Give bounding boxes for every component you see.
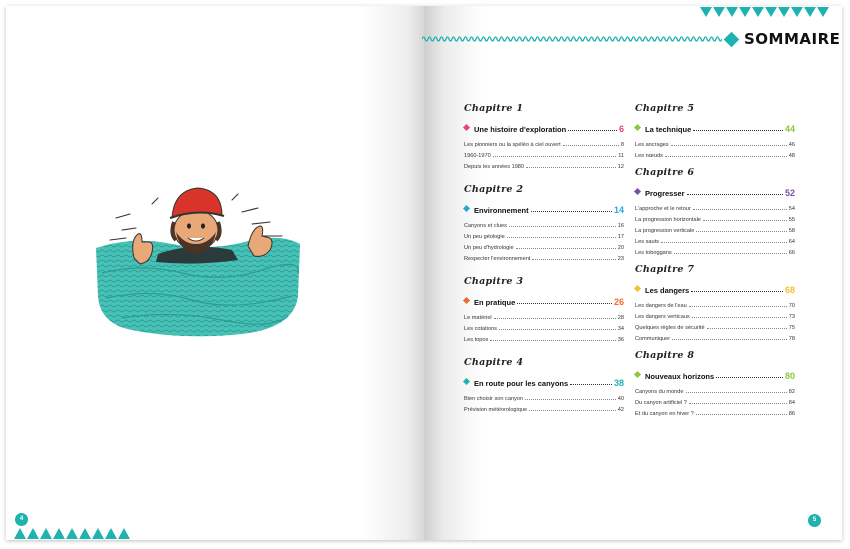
triangle-decoration xyxy=(817,7,829,17)
dot-leader xyxy=(707,328,787,329)
toc-entry-page: 64 xyxy=(788,239,795,245)
diamond-icon xyxy=(634,124,641,131)
top-triangle-border xyxy=(700,7,830,17)
toc-entry[interactable] xyxy=(464,240,624,251)
chapter-title-row[interactable] xyxy=(464,120,624,134)
toc-entry-label: Les ancrages xyxy=(635,142,669,148)
chapter-label: Chapitre 2 xyxy=(464,184,524,195)
chapter-block xyxy=(635,167,795,256)
toc-entry-page: 12 xyxy=(617,164,624,170)
toc-entry-page: 55 xyxy=(788,217,795,223)
triangle-decoration xyxy=(40,528,52,539)
toc-entry-page: 75 xyxy=(788,325,795,331)
dot-leader xyxy=(499,329,616,330)
toc-entry-page: 34 xyxy=(617,326,624,332)
toc-entry-label: 1960-1970 xyxy=(464,153,491,159)
toc-entry[interactable] xyxy=(464,229,624,240)
page-number-right: 5 xyxy=(808,514,821,527)
dot-leader xyxy=(672,339,787,340)
chapter-title: Les dangers xyxy=(645,286,690,295)
dot-leader xyxy=(570,384,612,385)
toc-entry[interactable] xyxy=(464,251,624,262)
dot-leader xyxy=(691,291,783,292)
dot-leader xyxy=(568,130,617,131)
triangle-decoration xyxy=(118,528,130,539)
page-number-left: 4 xyxy=(15,513,28,526)
triangle-decoration xyxy=(66,528,78,539)
chapter-title-row[interactable] xyxy=(635,184,795,198)
triangle-decoration xyxy=(53,528,65,539)
chapter-page-number: 38 xyxy=(613,378,624,388)
chapter-page-number: 80 xyxy=(784,371,795,381)
page-title: SOMMAIRE xyxy=(744,30,841,48)
chapter-label: Chapitre 1 xyxy=(464,103,524,114)
diamond-icon xyxy=(724,31,740,47)
dot-leader xyxy=(531,211,612,212)
chapter-page-number: 6 xyxy=(618,124,624,134)
dot-leader xyxy=(525,399,616,400)
chapter-block xyxy=(464,357,624,413)
chapter-title: Une histoire d'exploration xyxy=(474,125,567,134)
dot-leader xyxy=(529,410,616,411)
toc-entry[interactable] xyxy=(635,384,795,395)
toc-entry-page: 73 xyxy=(788,314,795,320)
chapter-title: La technique xyxy=(645,125,692,134)
triangle-decoration xyxy=(765,7,777,17)
chapter-title-row[interactable] xyxy=(464,201,624,215)
chapter-block xyxy=(464,103,624,170)
toc-entry-page: 82 xyxy=(788,389,795,395)
toc-entry-label: La progression horizontale xyxy=(635,217,701,223)
toc-entry-page: 86 xyxy=(788,411,795,417)
dot-leader xyxy=(674,253,787,254)
toc-entry[interactable] xyxy=(464,148,624,159)
triangle-decoration xyxy=(14,528,26,539)
toc-entry-label: Les dangers de l'eau xyxy=(635,303,687,309)
toc-entry[interactable] xyxy=(464,218,624,229)
toc-entry-label: Communiquer xyxy=(635,336,671,342)
chapter-page-number: 44 xyxy=(784,124,795,134)
chapter-title-row[interactable] xyxy=(635,367,795,381)
dot-leader xyxy=(693,130,783,131)
chapter-label: Chapitre 6 xyxy=(635,167,695,178)
toc-entry-page: 11 xyxy=(618,153,624,159)
toc-entry[interactable] xyxy=(635,331,795,342)
toc-entry-label: Prévision météorologique xyxy=(464,407,528,413)
toc-entry-page: 16 xyxy=(617,223,624,229)
dot-leader xyxy=(517,303,612,304)
toc-entry-label: Le matériel xyxy=(464,315,492,321)
chapter-title-row[interactable] xyxy=(635,120,795,134)
dot-leader xyxy=(671,145,787,146)
dot-leader xyxy=(689,403,787,404)
toc-entry-page: 84 xyxy=(788,400,795,406)
triangle-decoration xyxy=(778,7,790,17)
toc-entry-page: 20 xyxy=(617,245,624,251)
chapter-title-row[interactable] xyxy=(635,281,795,295)
chapter-page-number: 52 xyxy=(784,188,795,198)
toc-entry-label: Du canyon artificiel ? xyxy=(635,400,687,406)
toc-entry-page: 46 xyxy=(788,142,795,148)
toc-column-left xyxy=(464,103,624,421)
bottom-triangle-border xyxy=(14,528,131,539)
title-bar xyxy=(422,30,840,48)
chapter-title: En pratique xyxy=(474,298,516,307)
triangle-decoration xyxy=(105,528,117,539)
toc-entry-page: 28 xyxy=(617,315,624,321)
dot-leader xyxy=(689,306,787,307)
toc-entry-page: 78 xyxy=(788,336,795,342)
dot-leader xyxy=(507,237,616,238)
toc-entry-label: Quelques règles de sécurité xyxy=(635,325,705,331)
chapter-label: Chapitre 4 xyxy=(464,357,524,368)
dot-leader xyxy=(716,377,783,378)
chapter-block xyxy=(635,350,795,417)
triangle-decoration xyxy=(791,7,803,17)
dot-leader xyxy=(686,392,787,393)
toc-entry[interactable] xyxy=(635,245,795,256)
toc-entry-label: Les topos xyxy=(464,337,489,343)
toc-entry[interactable] xyxy=(635,212,795,223)
dot-leader xyxy=(526,167,616,168)
toc-entry[interactable] xyxy=(464,137,624,148)
triangle-decoration xyxy=(700,7,712,17)
triangle-decoration xyxy=(726,7,738,17)
toc-entry-label: Les sauts xyxy=(635,239,659,245)
toc-entry-page: 40 xyxy=(617,396,624,402)
diamond-icon xyxy=(634,285,641,292)
diamond-icon xyxy=(634,188,641,195)
triangle-decoration xyxy=(27,528,39,539)
toc-entry-page: 42 xyxy=(617,407,624,413)
toc-column-right xyxy=(635,103,795,425)
diamond-icon xyxy=(634,371,641,378)
toc-entry-page: 58 xyxy=(788,228,795,234)
toc-entry[interactable] xyxy=(464,321,624,332)
toc-entry[interactable] xyxy=(635,137,795,148)
toc-entry-page: 36 xyxy=(617,337,624,343)
toc-entry-label: Les pionniers ou la spéléo à ciel ouvert xyxy=(464,142,561,148)
toc-entry[interactable] xyxy=(635,148,795,159)
toc-entry-label: Un peu géologie xyxy=(464,234,505,240)
diamond-icon xyxy=(463,378,470,385)
dot-leader xyxy=(687,194,783,195)
toc-entry-label: Canyons et clues xyxy=(464,223,507,229)
toc-entry-page: 66 xyxy=(788,250,795,256)
swimmer-illustration xyxy=(92,178,302,340)
toc-entry[interactable] xyxy=(464,332,624,343)
toc-entry-page: 17 xyxy=(617,234,624,240)
dot-leader xyxy=(563,145,619,146)
wavy-line-decoration xyxy=(422,35,722,43)
chapter-page-number: 14 xyxy=(613,205,624,215)
toc-entry[interactable] xyxy=(635,406,795,417)
triangle-decoration xyxy=(713,7,725,17)
toc-entry[interactable] xyxy=(464,310,624,321)
toc-entry-label: Un peu d'hydrologie xyxy=(464,245,514,251)
diamond-icon xyxy=(463,124,470,131)
toc-entry[interactable] xyxy=(635,395,795,406)
chapter-page-number: 26 xyxy=(613,297,624,307)
toc-entry-page: 23 xyxy=(617,256,624,262)
dot-leader xyxy=(696,231,786,232)
toc-entry-label: La progression verticale xyxy=(635,228,695,234)
dot-leader xyxy=(509,226,616,227)
chapter-title: Progresser xyxy=(645,189,685,198)
toc-entry-label: Les cotations xyxy=(464,326,497,332)
dot-leader xyxy=(692,317,787,318)
chapter-label: Chapitre 7 xyxy=(635,264,695,275)
chapter-block xyxy=(464,184,624,262)
triangle-decoration xyxy=(79,528,91,539)
triangle-decoration xyxy=(804,7,816,17)
dot-leader xyxy=(532,259,615,260)
toc-entry-label: Respecter l'environnement xyxy=(464,256,531,262)
dot-leader xyxy=(693,209,787,210)
toc-entry-label: Bien choisir son canyon xyxy=(464,396,524,402)
toc-entry[interactable] xyxy=(635,234,795,245)
triangle-decoration xyxy=(92,528,104,539)
toc-entry-label: L'approche et le retour xyxy=(635,206,691,212)
dot-leader xyxy=(516,248,616,249)
toc-entry-page: 70 xyxy=(788,303,795,309)
diamond-icon xyxy=(463,297,470,304)
chapter-block xyxy=(635,103,795,159)
toc-entry-label: Les nœuds xyxy=(635,153,663,159)
chapter-title-row[interactable] xyxy=(464,293,624,307)
toc-entry[interactable] xyxy=(464,402,624,413)
toc-entry[interactable] xyxy=(635,298,795,309)
toc-entry-label: Et du canyon en hiver ? xyxy=(635,411,694,417)
toc-entry-label: Depuis les années 1980 xyxy=(464,164,525,170)
dot-leader xyxy=(665,156,787,157)
diamond-icon xyxy=(463,205,470,212)
dot-leader xyxy=(661,242,787,243)
toc-entry-label: Les toboggans xyxy=(635,250,672,256)
chapter-block xyxy=(635,264,795,342)
toc-entry-label: Les dangers verticaux xyxy=(635,314,690,320)
toc-entry[interactable] xyxy=(464,391,624,402)
chapter-title-row[interactable] xyxy=(464,374,624,388)
dot-leader xyxy=(490,340,616,341)
dot-leader xyxy=(696,414,787,415)
chapter-page-number: 68 xyxy=(784,285,795,295)
chapter-label: Chapitre 3 xyxy=(464,276,524,287)
toc-entry-page: 48 xyxy=(788,153,795,159)
toc-entry-label: Canyons du monde xyxy=(635,389,684,395)
toc-entry-page: 8 xyxy=(620,142,624,148)
chapter-label: Chapitre 8 xyxy=(635,350,695,361)
toc-entry-page: 54 xyxy=(788,206,795,212)
dot-leader xyxy=(494,318,616,319)
toc-entry[interactable] xyxy=(635,201,795,212)
toc-entry[interactable] xyxy=(635,320,795,331)
triangle-decoration xyxy=(752,7,764,17)
chapter-label: Chapitre 5 xyxy=(635,103,695,114)
chapter-title: Nouveaux horizons xyxy=(645,372,715,381)
chapter-title: Environnement xyxy=(474,206,529,215)
triangle-decoration xyxy=(739,7,751,17)
dot-leader xyxy=(703,220,787,221)
chapter-block xyxy=(464,276,624,343)
toc-entry[interactable] xyxy=(635,223,795,234)
toc-entry[interactable] xyxy=(635,309,795,320)
dot-leader xyxy=(493,156,616,157)
toc-entry[interactable] xyxy=(464,159,624,170)
chapter-title: En route pour les canyons xyxy=(474,379,569,388)
